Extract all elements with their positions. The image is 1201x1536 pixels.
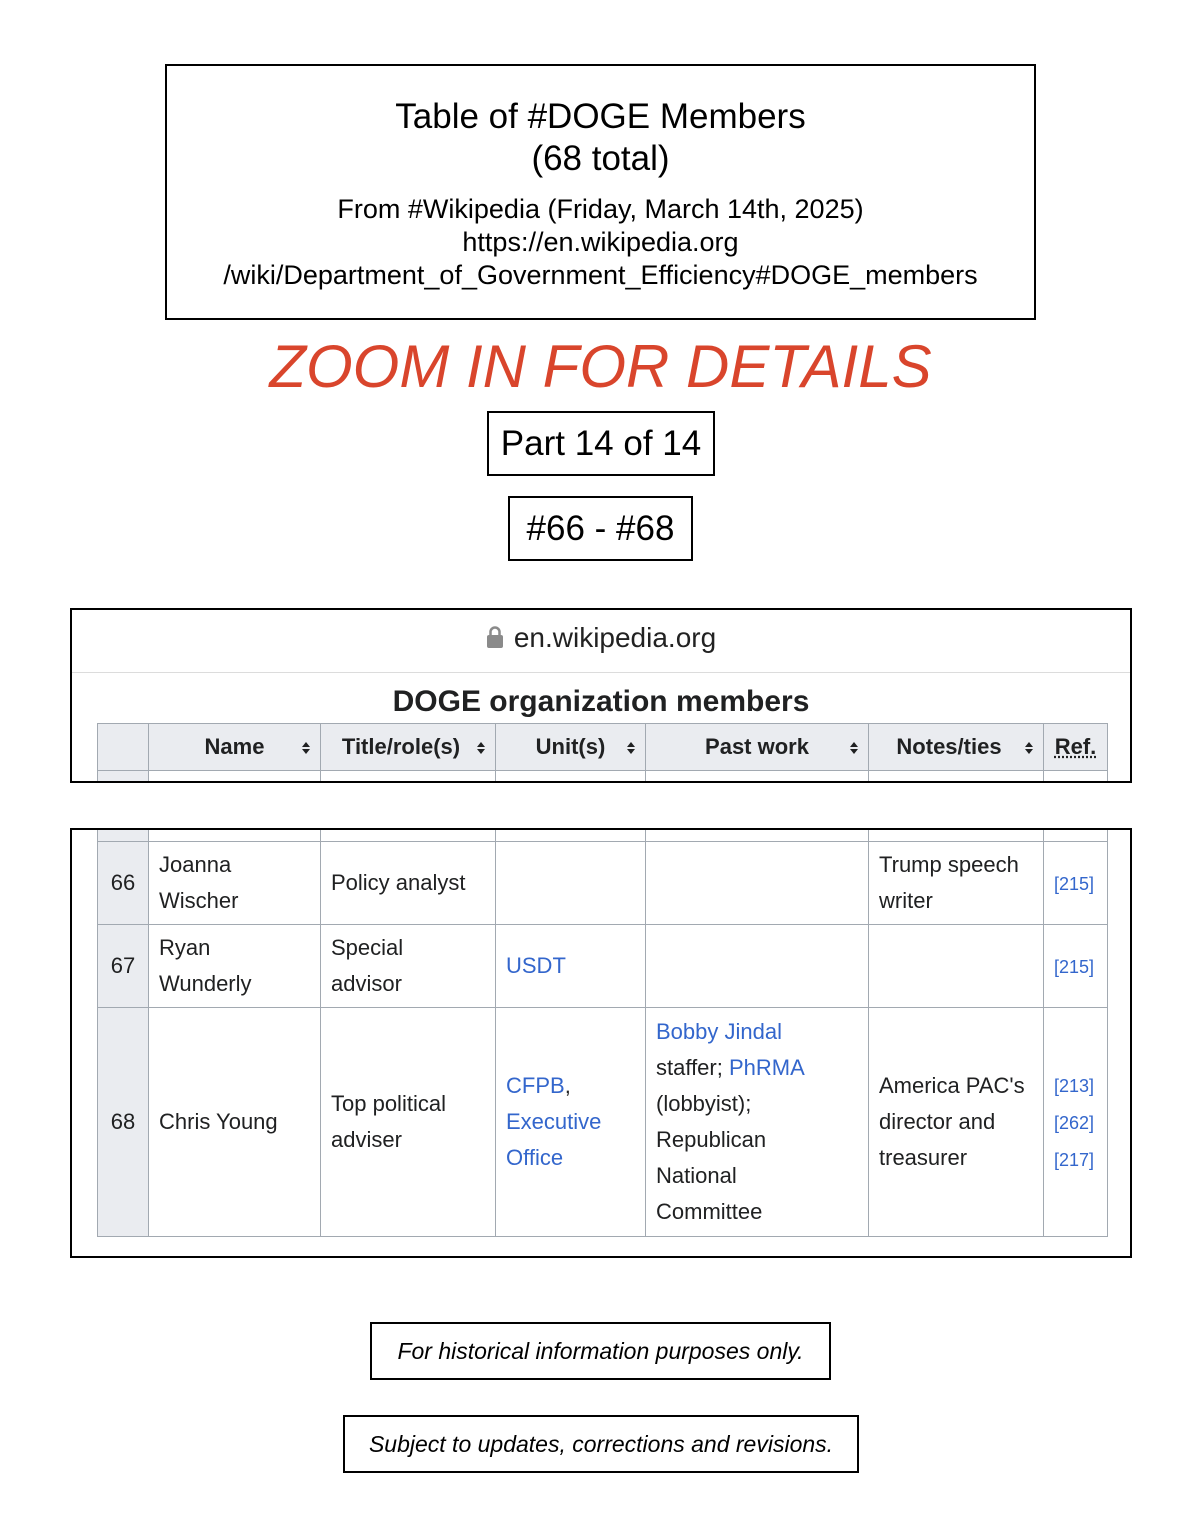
col-name-header[interactable]: Name [149, 724, 321, 771]
table-header [97, 723, 1108, 783]
col-title-header[interactable]: Title/role(s) [321, 724, 496, 771]
member-name: Chris Young [149, 1008, 321, 1237]
part-label: Part 14 of 14 [487, 411, 715, 476]
sort-icon[interactable] [302, 741, 310, 755]
range-label: #66 - #68 [508, 496, 693, 561]
partial-row [98, 771, 1108, 784]
sort-icon[interactable] [850, 741, 858, 755]
title-line: Table of #DOGE Members [395, 97, 806, 136]
member-notes: Trump speech writer [869, 842, 1044, 925]
row-number: 67 [98, 925, 149, 1008]
url-text: en.wikipedia.org [513, 622, 717, 653]
member-unit: CFPB, Executive Office [496, 1008, 646, 1237]
member-refs [1044, 925, 1108, 1008]
title-box [165, 64, 1036, 320]
table-row [98, 1008, 1108, 1237]
source-url-path: /wiki/Department_of_Government_Efficiency#DOGE_members [223, 260, 978, 290]
member-refs [1044, 1008, 1108, 1237]
member-title: Policy analyst [321, 842, 496, 925]
table-row [98, 925, 1108, 1008]
past-work-link-phrma[interactable]: PhRMA [728, 1055, 805, 1080]
table-row [98, 842, 1108, 925]
disclaimer-note: For historical information purposes only. [370, 1322, 831, 1380]
unit-link[interactable]: USDT [506, 953, 566, 978]
col-notes-header[interactable]: Notes/ties [869, 724, 1044, 771]
member-past-work [646, 842, 869, 925]
member-notes [869, 925, 1044, 1008]
sort-icon[interactable] [477, 741, 485, 755]
screenshot-crop-rows [70, 828, 1132, 1258]
url-bar[interactable] [72, 610, 1130, 673]
ref-link[interactable]: [215] [1054, 956, 1095, 977]
col-ref-header: Ref. [1044, 724, 1108, 771]
total-count: (68 total) [531, 139, 670, 178]
member-name: Ryan Wunderly [149, 925, 321, 1008]
ref-link[interactable]: [213] [1054, 1075, 1095, 1096]
members-table [97, 828, 1108, 1237]
past-work-link-jindal[interactable]: Bobby Jindal [656, 1019, 782, 1044]
ref-link[interactable]: [217] [1054, 1149, 1095, 1170]
row-number: 66 [98, 842, 149, 925]
screenshot-crop-header [70, 608, 1132, 783]
member-name: Joanna Wischer [149, 842, 321, 925]
member-title: Top political adviser [321, 1008, 496, 1237]
ref-link[interactable]: [262] [1054, 1112, 1095, 1133]
unit-link-cfpb[interactable]: CFPB [506, 1073, 565, 1098]
member-refs [1044, 842, 1108, 925]
member-unit [496, 925, 646, 1008]
ref-link[interactable]: [215] [1054, 873, 1095, 894]
source-url: https://en.wikipedia.org [462, 227, 739, 257]
member-past-work [646, 925, 869, 1008]
col-unit-header[interactable]: Unit(s) [496, 724, 646, 771]
col-pastwork-header[interactable]: Past work [646, 724, 869, 771]
row-number: 68 [98, 1008, 149, 1237]
lock-icon [486, 625, 504, 649]
update-note: Subject to updates, corrections and revisions. [343, 1415, 859, 1473]
sort-icon[interactable] [1025, 741, 1033, 755]
member-notes: America PAC's director and treasurer [869, 1008, 1044, 1237]
partial-row [98, 828, 1108, 842]
header-row [98, 724, 1108, 771]
table-caption: DOGE organization members [392, 685, 810, 718]
member-unit [496, 842, 646, 925]
zoom-instruction: ZOOM IN FOR DETAILS [269, 333, 932, 400]
col-number-header [98, 724, 149, 771]
source-line: From #Wikipedia (Friday, March 14th, 2025) [337, 194, 864, 224]
sort-icon[interactable] [627, 741, 635, 755]
member-title: Special advisor [321, 925, 496, 1008]
member-past-work: Bobby Jindal staffer; PhRMA (lobbyist); Republican National Committee [646, 1008, 869, 1237]
unit-link-executive-office[interactable]: Executive Office [506, 1109, 602, 1170]
